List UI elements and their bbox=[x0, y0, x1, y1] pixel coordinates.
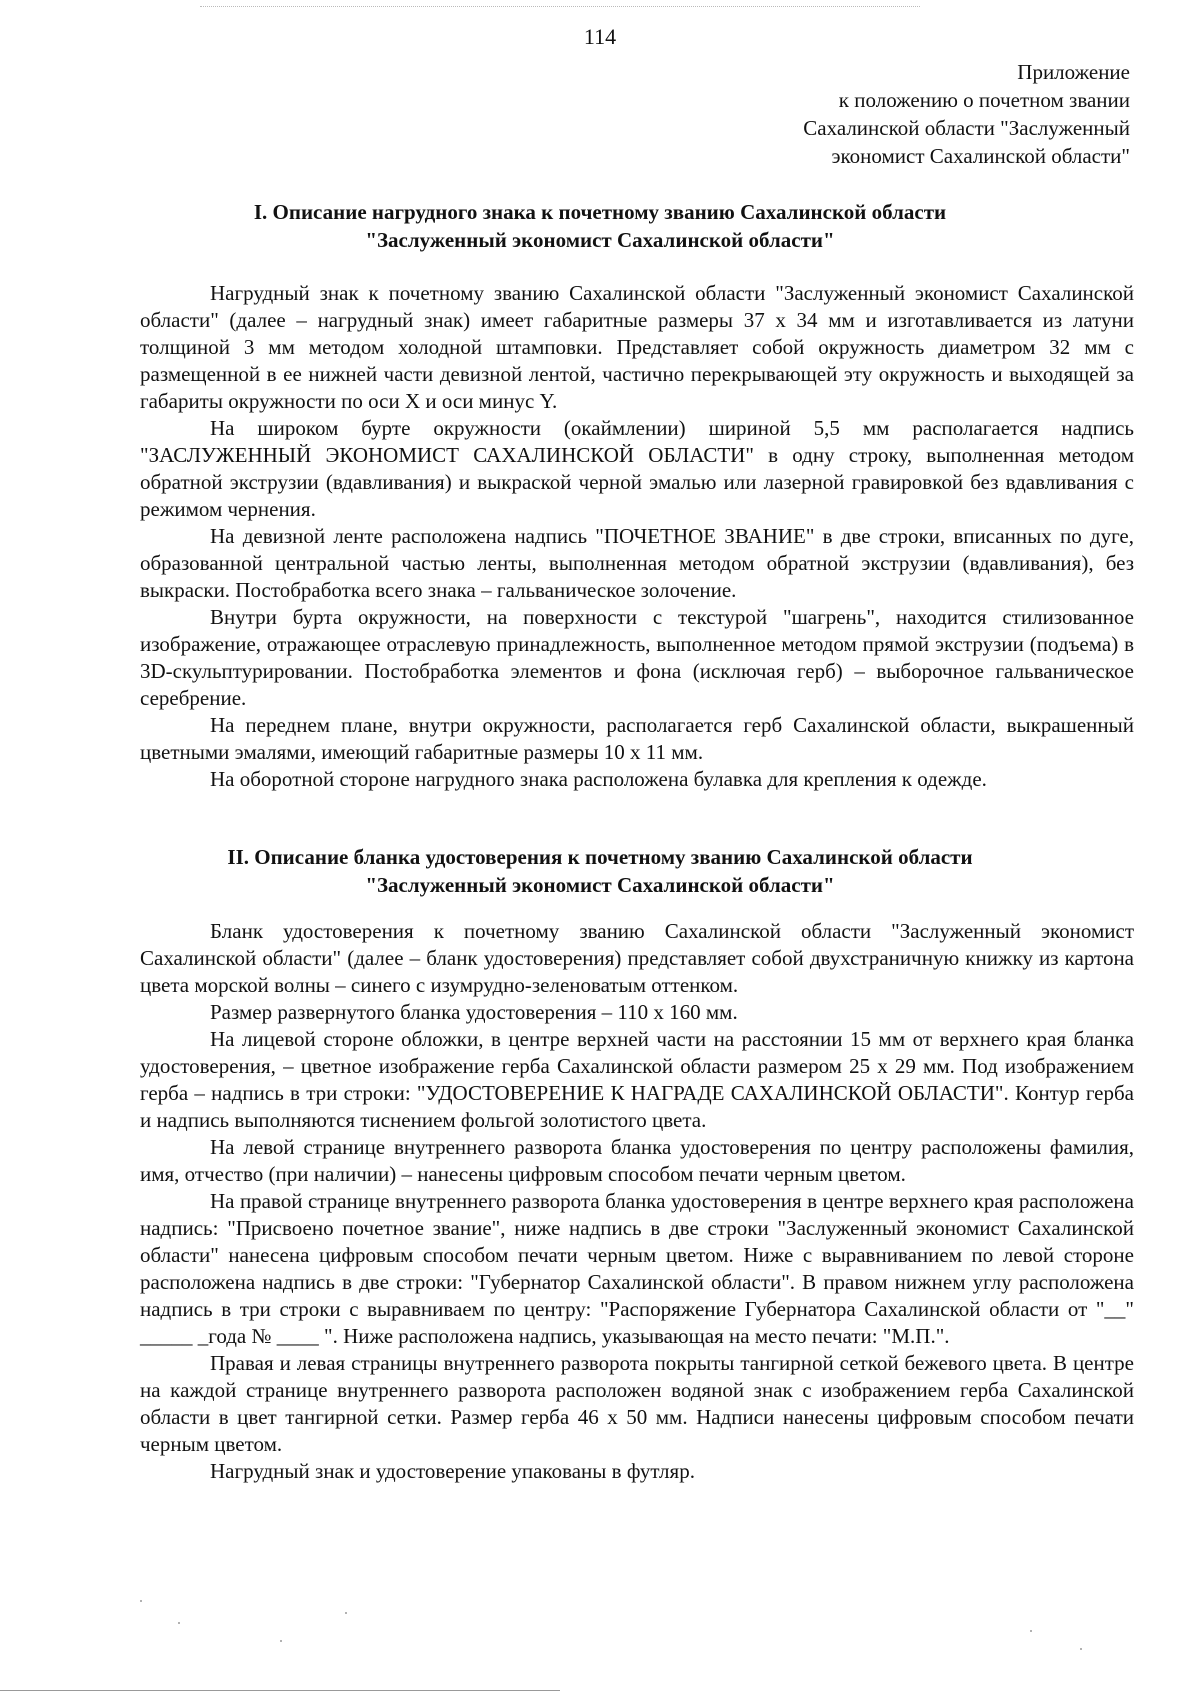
scan-speck bbox=[345, 1612, 347, 1614]
paragraph: На оборотной стороне нагрудного знака расположена булавка для крепления к одежде. bbox=[210, 767, 987, 791]
paragraph: Нагрудный знак к почетному званию Сахалинской области "Заслуженный экономист Сахалинской области" (далее – нагрудный знак) имеет габаритные размеры 37 х 34 мм и изготавливается из латуни толщиной 3 мм методом холодной штамповки. Представляет собой окружность диаметром 32 мм с размещенной в ее нижней части девизной лентой, частично перекрывающей эту окружность и выходящей за габариты окружности по оси X и оси минус Y. bbox=[140, 281, 1134, 413]
paragraph: Внутри бурта окружности, на поверхности с текстурой "шагрень", находится стилизованное изображение, отражающее отраслевую принадлежность, выполненное методом прямой экструзии (подъема) в 3D-скульптурировании. Постобработка элементов и фона (исключая герб) – выборочное гальваническое серебрение. bbox=[140, 605, 1134, 710]
appendix-line: к положению о почетном звании bbox=[838, 88, 1130, 112]
appendix-line: Приложение bbox=[1017, 60, 1130, 84]
section-2-title-line-2: "Заслуженный экономист Сахалинской области" bbox=[365, 873, 835, 897]
appendix-line: экономист Сахалинской области" bbox=[831, 144, 1130, 168]
section-2-heading bbox=[140, 843, 1060, 899]
scan-speck bbox=[1030, 1630, 1032, 1632]
section-1-title-line-1: I. Описание нагрудного знака к почетному званию Сахалинской области bbox=[253, 200, 947, 224]
paragraph: Размер развернутого бланка удостоверения – 110 х 160 мм. bbox=[210, 1000, 738, 1024]
paragraph: На девизной ленте расположена надпись "ПОЧЕТНОЕ ЗВАНИЕ" в две строки, вписанных по дуге, образованной центральной частью ленты, выполненная методом обратной экструзии (вдавливания), без выкраски. Постобработка всего знака – гальваническое золочение. bbox=[140, 524, 1134, 602]
section-1-heading bbox=[140, 198, 1060, 254]
section-1-title-line-2: "Заслуженный экономист Сахалинской области" bbox=[365, 228, 835, 252]
paragraph: На широком бурте окружности (окаймлении) шириной 5,5 мм располагается надпись "ЗАСЛУЖЕННЫЙ ЭКОНОМИСТ САХАЛИНСКОЙ ОБЛАСТИ" в одну строку, выполненная методом обратной экструзии (вдавливания) и выкраской черной эмалью или лазерной гравировкой без вдавливания с режимом чернения. bbox=[140, 416, 1134, 521]
section-1-body bbox=[140, 280, 1134, 793]
paragraph: На правой странице внутреннего разворота бланка удостоверения в центре верхнего края расположена надпись: "Присвоено почетное звание", ниже надпись в две строки "Заслуженный экономист Сахалинской области" нанесена цифровым способом печати черным цветом. Ниже с выравниванием по левой стороне расположена надпись в две строки: "Губернатор Сахалинской области". В правом нижнем углу расположена надпись в три строки с выравниваем по центру: "Распоряжение Губернатора Сахалинской области от "__" _____ _года № ____ ". Ниже расположена надпись, указывающая на место печати: "М.П.". bbox=[140, 1189, 1134, 1348]
scan-speck bbox=[1080, 1648, 1082, 1650]
page-number: 114 bbox=[583, 24, 617, 49]
paragraph: Нагрудный знак и удостоверение упакованы в футляр. bbox=[210, 1459, 695, 1483]
paragraph: Правая и левая страницы внутреннего разворота покрыты тангирной сеткой бежевого цвета. В центре на каждой странице внутреннего разворота расположен водяной знак с изображением герба Сахалинской области в цвет тангирной сетки. Размер герба 46 х 50 мм. Надписи нанесены цифровым способом печати черным цветом. bbox=[140, 1351, 1134, 1456]
scan-speck bbox=[178, 1622, 180, 1624]
scan-artifact-bottom bbox=[0, 1690, 560, 1691]
scan-speck bbox=[280, 1640, 282, 1642]
scan-speck bbox=[140, 1600, 142, 1602]
paragraph: Бланк удостоверения к почетному званию Сахалинской области "Заслуженный экономист Сахалинской области" (далее – бланк удостоверения) представляет собой двухстраничную книжку из картона цвета морской волны – синего с изумрудно-зеленоватым оттенком. bbox=[140, 919, 1134, 997]
appendix-note bbox=[610, 58, 1130, 170]
scan-artifact-top bbox=[200, 6, 920, 7]
paragraph: На левой странице внутреннего разворота бланка удостоверения по центру расположены фамилия, имя, отчество (при наличии) – нанесены цифровым способом печати черным цветом. bbox=[140, 1135, 1134, 1186]
appendix-line: Сахалинской области "Заслуженный bbox=[803, 116, 1130, 140]
paragraph: На лицевой стороне обложки, в центре верхней части на расстоянии 15 мм от верхнего края бланка удостоверения, – цветное изображение герба Сахалинской области размером 25 х 29 мм. Под изображением герба – надпись в три строки: "УДОСТОВЕРЕНИЕ К НАГРАДЕ САХАЛИНСКОЙ ОБЛАСТИ". Контур герба и надпись выполняются тиснением фольгой золотистого цвета. bbox=[140, 1027, 1134, 1132]
section-2-title-line-1: II. Описание бланка удостоверения к почетному званию Сахалинской области bbox=[227, 845, 973, 869]
paragraph: На переднем плане, внутри окружности, располагается герб Сахалинской области, выкрашенный цветными эмалями, имеющий габаритные размеры 10 х 11 мм. bbox=[140, 713, 1134, 764]
section-2-body bbox=[140, 918, 1134, 1485]
